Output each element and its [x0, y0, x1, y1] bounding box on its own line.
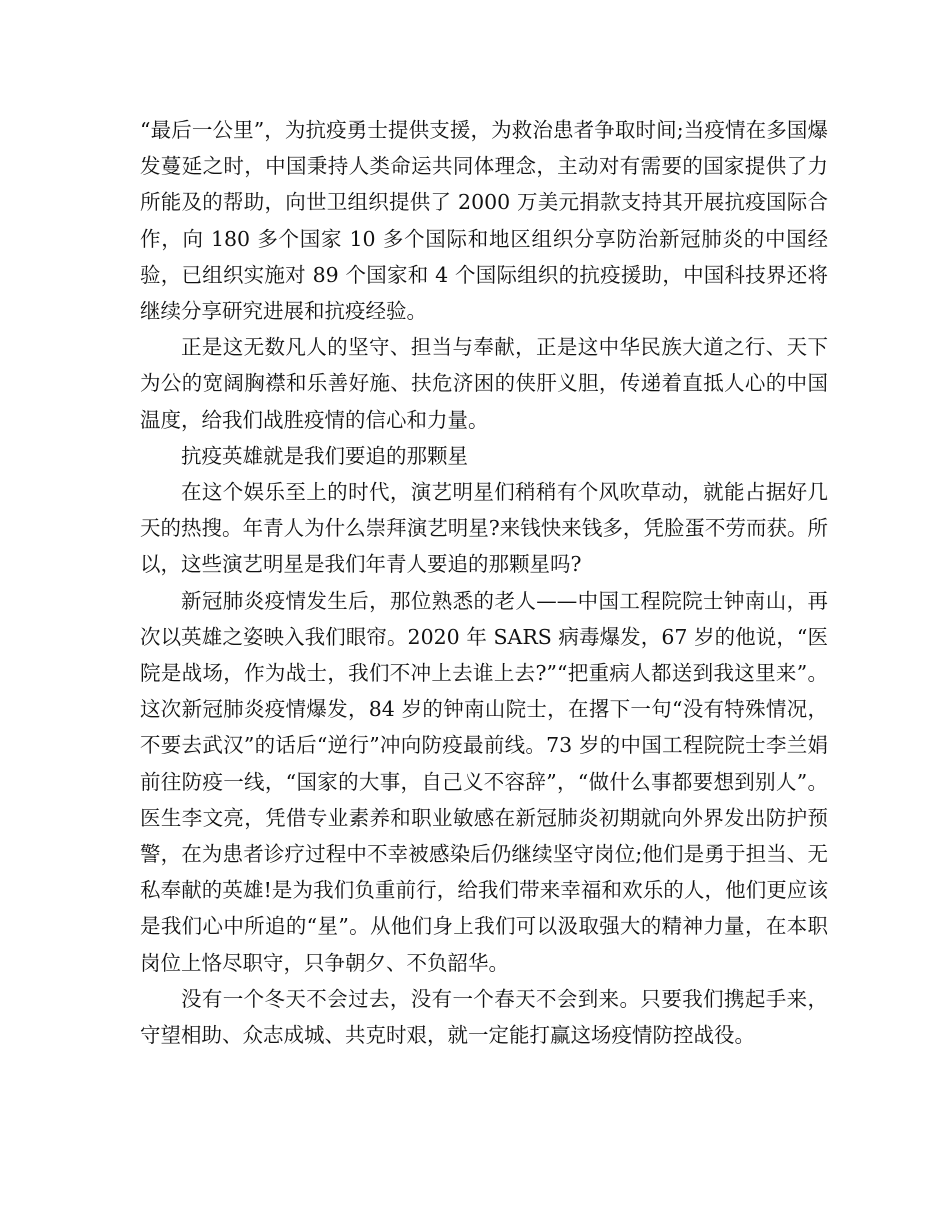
- paragraph-entertainment-stars: 在这个娱乐至上的时代，演艺明星们稍稍有个风吹草动，就能占据好几天的热搜。年青人为什么崇拜演艺明星?来钱快来钱多，凭脸蛋不劳而获。所以，这些演艺明星是我们年青人要追的那颗星吗?: [140, 480, 828, 577]
- paragraph-conclusion: 没有一个冬天不会过去，没有一个春天不会到来。只要我们携起手来，守望相助、众志成城、共克时艰，就一定能打赢这场疫情防控战役。: [140, 986, 828, 1048]
- paragraph-national-spirit: 正是这无数凡人的坚守、担当与奉献，正是这中华民族大道之行、天下为公的宽阔胸襟和乐善好施、扶危济困的侠肝义胆，传递着直抵人心的中国温度，给我们战胜疫情的信心和力量。: [140, 335, 828, 432]
- paragraph-heroes: 新冠肺炎疫情发生后，那位熟悉的老人——中国工程院院士钟南山，再次以英雄之姿映入我们眼帘。2020 年 SARS 病毒爆发，67 岁的他说，“医院是战场，作为战士，我们不冲上去谁上去?”“把重病人都送到我这里来”。这次新冠肺炎疫情爆发，84 岁的钟南山院士，在撂下一句“没有特殊情况，不要去武汉”的话后“逆行”冲向防疫最前线。73 岁的中国工程院院士李兰娟前往防疫一线，“国家的大事，自己义不容辞”，“做什么事都要想到别人”。医生李文亮，凭借专业素养和职业敏感在新冠肺炎初期就向外界发出防护预警，在为患者诊疗过程中不幸被感染后仍继续坚守岗位;他们是勇于担当、无私奉献的英雄!是为我们负重前行，给我们带来幸福和欢乐的人，他们更应该是我们心中所追的“星”。从他们身上我们可以汲取强大的精神力量，在本职岗位上恪尽职守，只争朝夕、不负韶华。: [140, 588, 828, 975]
- section-heading: 抗疫英雄就是我们要追的那颗星: [181, 443, 468, 468]
- document-page: [140, 112, 828, 1053]
- paragraph-continuation: “最后一公里”，为抗疫勇士提供支援，为救治患者争取时间;当疫情在多国爆发蔓延之时，中国秉持人类命运共同体理念，主动对有需要的国家提供了力所能及的帮助，向世卫组织提供了 2000 万美元捐款支持其开展抗疫国际合作，向 180 多个国家 10 多个国际和地区组织分享防治新冠肺炎的中国经验，已组织实施对 89 个国家和 4 个国际组织的抗疫援助，中国科技界还将继续分享研究进展和抗疫经验。: [140, 118, 828, 324]
